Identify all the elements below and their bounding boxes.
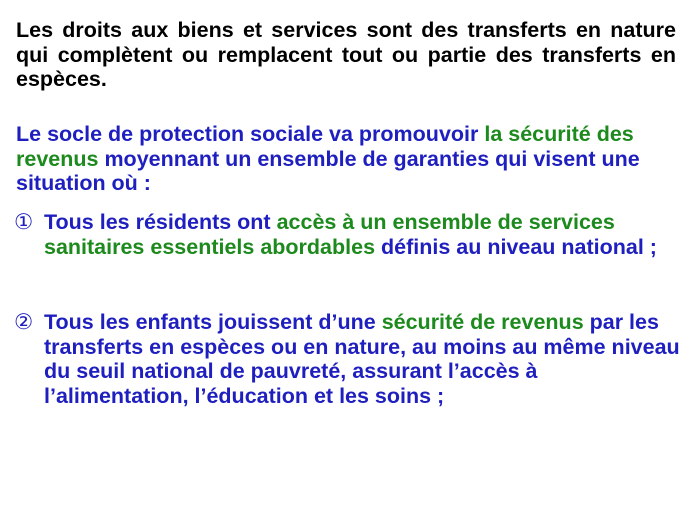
- guarantee-item-1: [14, 210, 684, 259]
- socle-paragraph: [16, 122, 676, 196]
- item-1-highlight: accès à un ensemble de services sanitaires essentiels abordables: [44, 210, 615, 259]
- socle-text-start: Le socle de protection sociale va promouvoir: [16, 122, 485, 146]
- item-1-text-end: définis au niveau national ;: [375, 234, 657, 259]
- intro-paragraph: Les droits aux biens et services sont des transferts en nature qui complètent ou remplacent tout ou partie des transferts en espèces.: [16, 18, 676, 91]
- item-1-marker: ①: [14, 210, 34, 234]
- item-2-highlight: sécurité de revenus: [381, 310, 584, 334]
- socle-highlight: la sécurité des revenus: [16, 122, 634, 171]
- guarantee-item-2: [14, 310, 684, 408]
- item-2-text-start: Tous les enfants jouissent d’une: [44, 310, 382, 334]
- item-2-text-end: par les transferts en espèces ou en nature, au moins au même niveau du seuil national de pauvreté, assurant l’accès à l’alimentation, l’éducation et les soins ;: [44, 310, 680, 408]
- item-1-text-start: Tous les résidents ont: [44, 210, 277, 234]
- socle-text-end: moyennant un ensemble de garanties qui visent une situation où :: [16, 146, 640, 195]
- item-2-marker: ②: [14, 310, 34, 334]
